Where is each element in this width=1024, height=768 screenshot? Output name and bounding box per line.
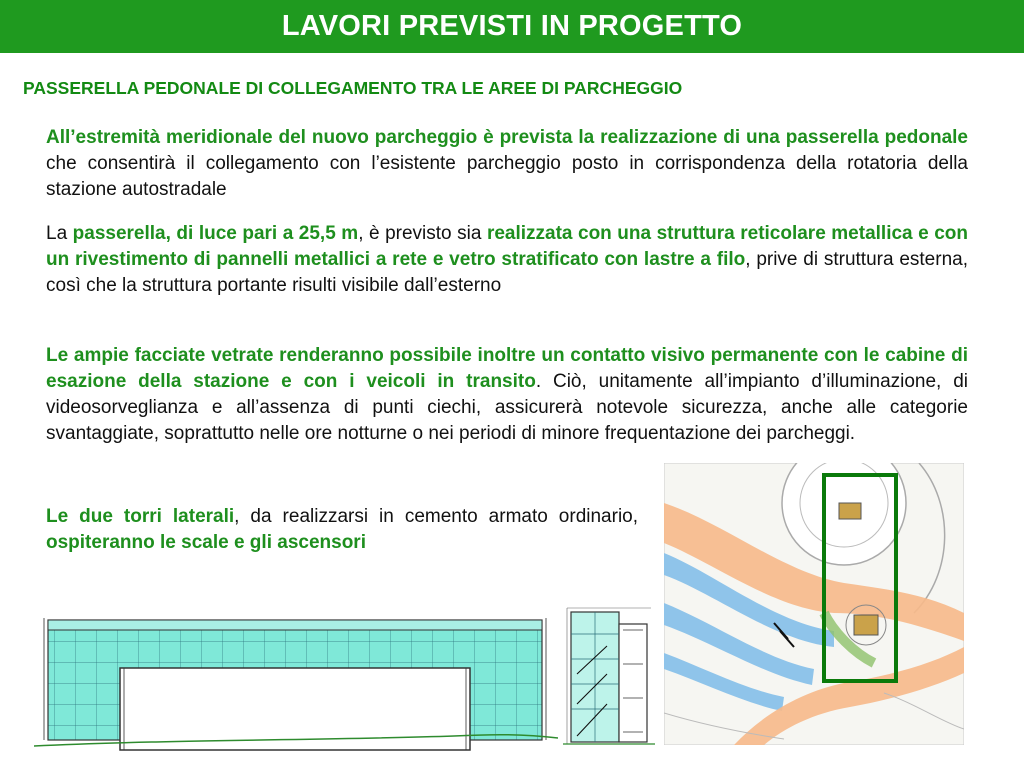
- highlight-text: Le due torri laterali: [46, 506, 235, 527]
- body-text: La: [46, 223, 73, 244]
- header-banner: [0, 0, 1024, 53]
- highlight-text: ospiteranno le scale e gli ascensori: [46, 532, 366, 553]
- body-text: , è previsto sia: [358, 223, 487, 244]
- highlight-text: realizzata con una struttura reticolare metallica e con un rivestimento di pannelli metallici a rete e vetro stratificato con lastre a filo: [46, 223, 968, 270]
- body-text: che consentirà il collegamento con l’esistente parcheggio posto in corrispondenza della rotatoria della stazione autostradale: [46, 153, 968, 200]
- paragraph-towers: [46, 504, 638, 556]
- body-text: , prive di struttura esterna, così che la struttura portante risulti visibile dall’esterno: [46, 249, 968, 296]
- highlight-text: All’estremità meridionale del nuovo parcheggio è prevista la realizzazione di una passerella pedonale: [46, 127, 968, 148]
- bridge-elevation-drawing: [34, 600, 558, 752]
- page-title: LAVORI PREVISTI IN PROGETTO: [281, 10, 743, 42]
- paragraph-walkway-location: [46, 125, 968, 203]
- highlight-text: passerella, di luce pari a 25,5 m: [72, 223, 359, 244]
- paragraph-glass-facades: [46, 343, 968, 447]
- body-text: , da realizzarsi in cemento armato ordinario,: [234, 506, 639, 527]
- section-subtitle: PASSERELLA PEDONALE DI COLLEGAMENTO TRA LE AREE DI PARCHEGGIO: [23, 78, 683, 98]
- site-plan-drawing: [664, 463, 964, 745]
- body-text: . Ciò, unitamente all’impianto d’illuminazione, di videosorveglianza e all’assenza di punti ciechi, assicurerà notevole sicurezza, anche alle categorie svantaggiate, soprattutto nelle ore notturne o nei periodi di minore frequentazione dei parcheggi.: [46, 371, 968, 444]
- tower-stair-section-drawing: [563, 604, 655, 746]
- paragraph-walkway-structure: [46, 221, 968, 299]
- highlight-text: Le ampie facciate vetrate renderanno possibile inoltre un contatto visivo permanente con le cabine di esazione della stazione e con i veicoli in transito: [46, 345, 968, 392]
